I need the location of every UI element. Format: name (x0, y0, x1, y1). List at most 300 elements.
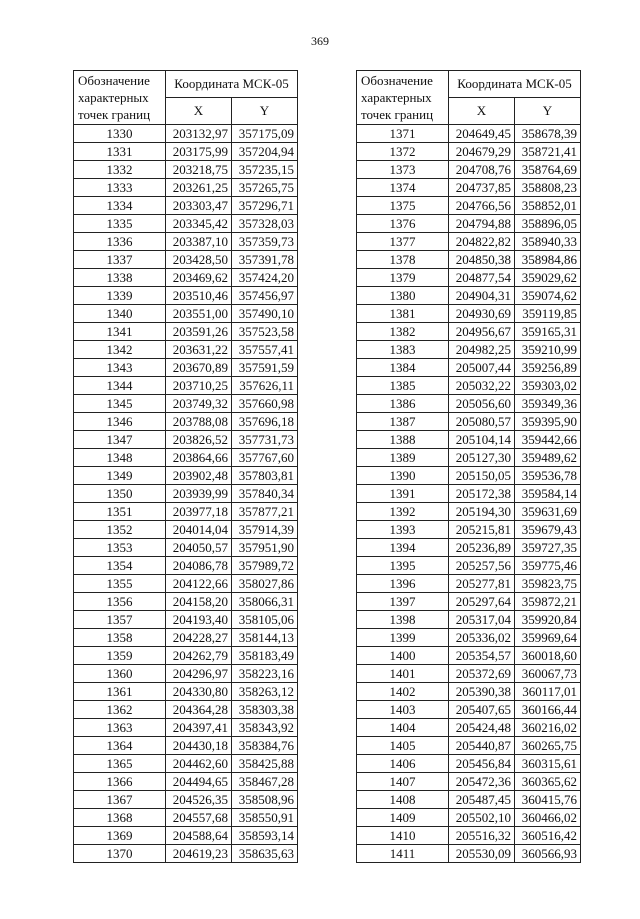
y-coordinate-cell: 358508,96 (232, 791, 298, 809)
table-row (74, 161, 298, 179)
point-number-cell: 1406 (357, 755, 449, 773)
y-coordinate-cell: 359210,99 (515, 341, 581, 359)
table-row (74, 377, 298, 395)
x-coordinate-cell: 203218,75 (166, 161, 232, 179)
table-row (74, 539, 298, 557)
y-coordinate-cell: 359442,66 (515, 431, 581, 449)
x-coordinate-cell: 205354,57 (449, 647, 515, 665)
table-row (74, 323, 298, 341)
table-row (74, 341, 298, 359)
x-coordinate-cell: 204766,56 (449, 197, 515, 215)
point-number-cell: 1337 (74, 251, 166, 269)
y-coordinate-cell: 358852,01 (515, 197, 581, 215)
y-coordinate-cell: 357840,34 (232, 485, 298, 503)
y-coordinate-cell: 360516,42 (515, 827, 581, 845)
point-number-cell: 1348 (74, 449, 166, 467)
y-coordinate-cell: 358263,12 (232, 683, 298, 701)
point-number-cell: 1372 (357, 143, 449, 161)
y-header: Y (515, 98, 581, 125)
x-coordinate-cell: 203510,46 (166, 287, 232, 305)
y-coordinate-cell: 357989,72 (232, 557, 298, 575)
x-coordinate-cell: 205236,89 (449, 539, 515, 557)
y-coordinate-cell: 359920,84 (515, 611, 581, 629)
y-coordinate-cell: 358384,76 (232, 737, 298, 755)
point-number-cell: 1382 (357, 323, 449, 341)
table-row (74, 809, 298, 827)
table-row (74, 773, 298, 791)
x-coordinate-cell: 204330,80 (166, 683, 232, 701)
y-coordinate-cell: 357175,09 (232, 125, 298, 143)
x-coordinate-cell: 204526,35 (166, 791, 232, 809)
table-row (357, 719, 581, 737)
y-coordinate-cell: 359074,62 (515, 287, 581, 305)
table-row (74, 467, 298, 485)
y-coordinate-cell: 360117,01 (515, 683, 581, 701)
table-row (357, 197, 581, 215)
table-row (357, 413, 581, 431)
y-coordinate-cell: 357523,58 (232, 323, 298, 341)
y-coordinate-cell: 358144,13 (232, 629, 298, 647)
x-coordinate-cell: 205516,32 (449, 827, 515, 845)
x-coordinate-cell: 205277,81 (449, 575, 515, 593)
point-number-cell: 1383 (357, 341, 449, 359)
table-row (74, 755, 298, 773)
point-number-cell: 1356 (74, 593, 166, 611)
table-row (74, 287, 298, 305)
y-coordinate-cell: 358066,31 (232, 593, 298, 611)
x-coordinate-cell: 205472,36 (449, 773, 515, 791)
y-coordinate-cell: 359395,90 (515, 413, 581, 431)
y-coordinate-cell: 358764,69 (515, 161, 581, 179)
table-row (74, 305, 298, 323)
point-number-cell: 1397 (357, 593, 449, 611)
y-coordinate-cell: 358635,63 (232, 845, 298, 863)
y-coordinate-cell: 357359,73 (232, 233, 298, 251)
x-coordinate-cell: 205297,64 (449, 593, 515, 611)
y-coordinate-cell: 357328,03 (232, 215, 298, 233)
y-coordinate-cell: 359775,46 (515, 557, 581, 575)
point-number-cell: 1357 (74, 611, 166, 629)
y-coordinate-cell: 358808,23 (515, 179, 581, 197)
point-number-cell: 1360 (74, 665, 166, 683)
table-row (357, 845, 581, 863)
table-row (74, 395, 298, 413)
table-row (74, 503, 298, 521)
table-row (74, 701, 298, 719)
y-coordinate-cell: 357557,41 (232, 341, 298, 359)
y-coordinate-cell: 360166,44 (515, 701, 581, 719)
point-number-cell: 1369 (74, 827, 166, 845)
point-number-cell: 1398 (357, 611, 449, 629)
x-coordinate-cell: 204228,27 (166, 629, 232, 647)
point-label-header: Обозначение характерных точек границ (74, 71, 166, 125)
table-row (357, 467, 581, 485)
point-number-cell: 1333 (74, 179, 166, 197)
coord-system-header: Координата МСК-05 (166, 71, 298, 98)
y-coordinate-cell: 357660,98 (232, 395, 298, 413)
y-coordinate-cell: 359969,64 (515, 629, 581, 647)
x-coordinate-cell: 205032,22 (449, 377, 515, 395)
table-row (74, 593, 298, 611)
x-coordinate-cell: 204794,88 (449, 215, 515, 233)
x-coordinate-cell: 205336,02 (449, 629, 515, 647)
point-number-cell: 1404 (357, 719, 449, 737)
point-number-cell: 1367 (74, 791, 166, 809)
point-number-cell: 1384 (357, 359, 449, 377)
y-coordinate-cell: 359119,85 (515, 305, 581, 323)
point-number-cell: 1401 (357, 665, 449, 683)
table-row (357, 377, 581, 395)
y-coordinate-cell: 359823,75 (515, 575, 581, 593)
x-coordinate-cell: 204956,67 (449, 323, 515, 341)
table-row (357, 233, 581, 251)
x-coordinate-cell: 205390,38 (449, 683, 515, 701)
y-coordinate-cell: 357803,81 (232, 467, 298, 485)
point-number-cell: 1349 (74, 467, 166, 485)
y-coordinate-cell: 359349,36 (515, 395, 581, 413)
y-coordinate-cell: 359631,69 (515, 503, 581, 521)
table-row (357, 449, 581, 467)
x-coordinate-cell: 205440,87 (449, 737, 515, 755)
point-number-cell: 1354 (74, 557, 166, 575)
y-coordinate-cell: 359165,31 (515, 323, 581, 341)
table-row (357, 557, 581, 575)
y-coordinate-cell: 360265,75 (515, 737, 581, 755)
y-coordinate-cell: 358550,91 (232, 809, 298, 827)
y-header: Y (232, 98, 298, 125)
table-row (357, 665, 581, 683)
point-number-cell: 1386 (357, 395, 449, 413)
y-coordinate-cell: 357696,18 (232, 413, 298, 431)
y-coordinate-cell: 359536,78 (515, 467, 581, 485)
point-number-cell: 1363 (74, 719, 166, 737)
table-row (357, 341, 581, 359)
x-coordinate-cell: 203551,00 (166, 305, 232, 323)
x-coordinate-cell: 204877,54 (449, 269, 515, 287)
y-coordinate-cell: 358467,28 (232, 773, 298, 791)
point-number-cell: 1408 (357, 791, 449, 809)
table-row (74, 557, 298, 575)
x-coordinate-cell: 204649,45 (449, 125, 515, 143)
table-row (74, 143, 298, 161)
point-number-cell: 1330 (74, 125, 166, 143)
coord-system-header: Координата МСК-05 (449, 71, 581, 98)
point-number-cell: 1351 (74, 503, 166, 521)
y-coordinate-cell: 360315,61 (515, 755, 581, 773)
x-coordinate-cell: 205407,65 (449, 701, 515, 719)
table-row (357, 485, 581, 503)
x-coordinate-cell: 203788,08 (166, 413, 232, 431)
x-coordinate-cell: 204557,68 (166, 809, 232, 827)
y-coordinate-cell: 358223,16 (232, 665, 298, 683)
x-coordinate-cell: 205080,57 (449, 413, 515, 431)
x-coordinate-cell: 205172,38 (449, 485, 515, 503)
x-coordinate-cell: 203864,66 (166, 449, 232, 467)
y-coordinate-cell: 357951,90 (232, 539, 298, 557)
x-coordinate-cell: 205007,44 (449, 359, 515, 377)
table-row (74, 827, 298, 845)
y-coordinate-cell: 360466,02 (515, 809, 581, 827)
x-coordinate-cell: 203428,50 (166, 251, 232, 269)
y-coordinate-cell: 357456,97 (232, 287, 298, 305)
y-coordinate-cell: 360018,60 (515, 647, 581, 665)
table-row (357, 305, 581, 323)
y-coordinate-cell: 357731,73 (232, 431, 298, 449)
table-row (74, 791, 298, 809)
table-row (74, 431, 298, 449)
x-coordinate-cell: 204193,40 (166, 611, 232, 629)
table-row (357, 521, 581, 539)
table-body (357, 125, 581, 863)
point-number-cell: 1392 (357, 503, 449, 521)
x-coordinate-cell: 205487,45 (449, 791, 515, 809)
y-coordinate-cell: 359872,21 (515, 593, 581, 611)
x-coordinate-cell: 205150,05 (449, 467, 515, 485)
point-number-cell: 1345 (74, 395, 166, 413)
point-number-cell: 1362 (74, 701, 166, 719)
y-coordinate-cell: 359256,89 (515, 359, 581, 377)
y-coordinate-cell: 357296,71 (232, 197, 298, 215)
table-row (357, 647, 581, 665)
table-row (74, 449, 298, 467)
x-coordinate-cell: 203469,62 (166, 269, 232, 287)
y-coordinate-cell: 358896,05 (515, 215, 581, 233)
x-coordinate-cell: 203749,32 (166, 395, 232, 413)
x-coordinate-cell: 204430,18 (166, 737, 232, 755)
x-coordinate-cell: 205056,60 (449, 395, 515, 413)
y-coordinate-cell: 360216,02 (515, 719, 581, 737)
point-number-cell: 1342 (74, 341, 166, 359)
y-coordinate-cell: 358105,06 (232, 611, 298, 629)
x-coordinate-cell: 205215,81 (449, 521, 515, 539)
table-row (74, 359, 298, 377)
point-number-cell: 1378 (357, 251, 449, 269)
x-coordinate-cell: 203175,99 (166, 143, 232, 161)
x-coordinate-cell: 203977,18 (166, 503, 232, 521)
y-coordinate-cell: 357591,59 (232, 359, 298, 377)
table-row (74, 251, 298, 269)
point-number-cell: 1388 (357, 431, 449, 449)
table-row (74, 629, 298, 647)
x-coordinate-cell: 204822,82 (449, 233, 515, 251)
table-row (357, 701, 581, 719)
point-number-cell: 1377 (357, 233, 449, 251)
y-coordinate-cell: 357626,11 (232, 377, 298, 395)
coordinates-table-left (73, 70, 298, 863)
y-coordinate-cell: 357914,39 (232, 521, 298, 539)
x-coordinate-cell: 203939,99 (166, 485, 232, 503)
x-coordinate-cell: 205257,56 (449, 557, 515, 575)
x-coordinate-cell: 203710,25 (166, 377, 232, 395)
table-row (357, 359, 581, 377)
point-number-cell: 1370 (74, 845, 166, 863)
y-coordinate-cell: 358593,14 (232, 827, 298, 845)
x-coordinate-cell: 204462,60 (166, 755, 232, 773)
y-coordinate-cell: 359679,43 (515, 521, 581, 539)
point-number-cell: 1374 (357, 179, 449, 197)
table-row (74, 215, 298, 233)
y-coordinate-cell: 359029,62 (515, 269, 581, 287)
table-row (74, 575, 298, 593)
point-number-cell: 1332 (74, 161, 166, 179)
point-number-cell: 1373 (357, 161, 449, 179)
table-row (74, 665, 298, 683)
point-number-cell: 1355 (74, 575, 166, 593)
x-coordinate-cell: 205127,30 (449, 449, 515, 467)
point-number-cell: 1343 (74, 359, 166, 377)
x-coordinate-cell: 204588,64 (166, 827, 232, 845)
y-coordinate-cell: 359489,62 (515, 449, 581, 467)
y-coordinate-cell: 358721,41 (515, 143, 581, 161)
point-number-cell: 1339 (74, 287, 166, 305)
table-row (357, 575, 581, 593)
x-coordinate-cell: 204296,97 (166, 665, 232, 683)
point-number-cell: 1395 (357, 557, 449, 575)
x-coordinate-cell: 203902,48 (166, 467, 232, 485)
x-coordinate-cell: 204494,65 (166, 773, 232, 791)
y-coordinate-cell: 357204,94 (232, 143, 298, 161)
x-coordinate-cell: 204708,76 (449, 161, 515, 179)
y-coordinate-cell: 358027,86 (232, 575, 298, 593)
page-number: 369 (311, 34, 329, 48)
table-row (357, 629, 581, 647)
point-number-cell: 1399 (357, 629, 449, 647)
point-number-cell: 1350 (74, 485, 166, 503)
y-coordinate-cell: 359303,02 (515, 377, 581, 395)
point-number-cell: 1396 (357, 575, 449, 593)
point-number-cell: 1405 (357, 737, 449, 755)
table-row (357, 431, 581, 449)
point-number-cell: 1341 (74, 323, 166, 341)
x-coordinate-cell: 204982,25 (449, 341, 515, 359)
x-coordinate-cell: 204850,38 (449, 251, 515, 269)
table-row (74, 197, 298, 215)
x-coordinate-cell: 203261,25 (166, 179, 232, 197)
x-coordinate-cell: 204619,23 (166, 845, 232, 863)
table-row (74, 485, 298, 503)
x-coordinate-cell: 204050,57 (166, 539, 232, 557)
x-coordinate-cell: 204262,79 (166, 647, 232, 665)
x-coordinate-cell: 205317,04 (449, 611, 515, 629)
point-number-cell: 1347 (74, 431, 166, 449)
table-row (357, 179, 581, 197)
table-row (357, 251, 581, 269)
table-row (74, 611, 298, 629)
y-coordinate-cell: 357767,60 (232, 449, 298, 467)
x-coordinate-cell: 203303,47 (166, 197, 232, 215)
point-number-cell: 1353 (74, 539, 166, 557)
point-number-cell: 1352 (74, 521, 166, 539)
point-number-cell: 1389 (357, 449, 449, 467)
x-header: X (449, 98, 515, 125)
table-row (357, 143, 581, 161)
table-row (357, 323, 581, 341)
x-coordinate-cell: 203345,42 (166, 215, 232, 233)
table-row (357, 755, 581, 773)
table-row (357, 737, 581, 755)
table-row (74, 683, 298, 701)
x-coordinate-cell: 203631,22 (166, 341, 232, 359)
y-coordinate-cell: 358984,86 (515, 251, 581, 269)
point-number-cell: 1411 (357, 845, 449, 863)
point-number-cell: 1410 (357, 827, 449, 845)
y-coordinate-cell: 360566,93 (515, 845, 581, 863)
table-row (357, 539, 581, 557)
table-row (74, 269, 298, 287)
point-number-cell: 1331 (74, 143, 166, 161)
x-coordinate-cell: 205372,69 (449, 665, 515, 683)
point-number-cell: 1376 (357, 215, 449, 233)
y-coordinate-cell: 357877,21 (232, 503, 298, 521)
table-row (357, 809, 581, 827)
x-coordinate-cell: 204122,66 (166, 575, 232, 593)
y-coordinate-cell: 358343,92 (232, 719, 298, 737)
point-number-cell: 1336 (74, 233, 166, 251)
table-row (357, 611, 581, 629)
point-number-cell: 1379 (357, 269, 449, 287)
x-coordinate-cell: 204930,69 (449, 305, 515, 323)
x-coordinate-cell: 205530,09 (449, 845, 515, 863)
point-number-cell: 1366 (74, 773, 166, 791)
x-coordinate-cell: 204158,20 (166, 593, 232, 611)
point-number-cell: 1402 (357, 683, 449, 701)
table-row (357, 773, 581, 791)
table-row (357, 215, 581, 233)
table-row (74, 521, 298, 539)
point-number-cell: 1365 (74, 755, 166, 773)
point-number-cell: 1380 (357, 287, 449, 305)
y-coordinate-cell: 357265,75 (232, 179, 298, 197)
table-row (357, 287, 581, 305)
x-coordinate-cell: 205424,48 (449, 719, 515, 737)
x-coordinate-cell: 204086,78 (166, 557, 232, 575)
table-row (357, 827, 581, 845)
x-coordinate-cell: 204904,31 (449, 287, 515, 305)
point-number-cell: 1334 (74, 197, 166, 215)
point-number-cell: 1344 (74, 377, 166, 395)
table-row (74, 737, 298, 755)
x-coordinate-cell: 205456,84 (449, 755, 515, 773)
table-row (357, 161, 581, 179)
point-number-cell: 1338 (74, 269, 166, 287)
point-number-cell: 1407 (357, 773, 449, 791)
y-coordinate-cell: 358183,49 (232, 647, 298, 665)
x-coordinate-cell: 204679,29 (449, 143, 515, 161)
point-number-cell: 1361 (74, 683, 166, 701)
point-number-cell: 1364 (74, 737, 166, 755)
x-header: X (166, 98, 232, 125)
y-coordinate-cell: 359727,35 (515, 539, 581, 557)
point-number-cell: 1371 (357, 125, 449, 143)
table-row (74, 647, 298, 665)
point-number-cell: 1393 (357, 521, 449, 539)
point-number-cell: 1340 (74, 305, 166, 323)
point-number-cell: 1387 (357, 413, 449, 431)
table-row (74, 233, 298, 251)
y-coordinate-cell: 358425,88 (232, 755, 298, 773)
x-coordinate-cell: 203591,26 (166, 323, 232, 341)
point-number-cell: 1381 (357, 305, 449, 323)
y-coordinate-cell: 360067,73 (515, 665, 581, 683)
point-number-cell: 1335 (74, 215, 166, 233)
point-number-cell: 1390 (357, 467, 449, 485)
table-row (74, 179, 298, 197)
table-row (74, 719, 298, 737)
point-number-cell: 1358 (74, 629, 166, 647)
point-number-cell: 1359 (74, 647, 166, 665)
y-coordinate-cell: 357391,78 (232, 251, 298, 269)
point-number-cell: 1391 (357, 485, 449, 503)
